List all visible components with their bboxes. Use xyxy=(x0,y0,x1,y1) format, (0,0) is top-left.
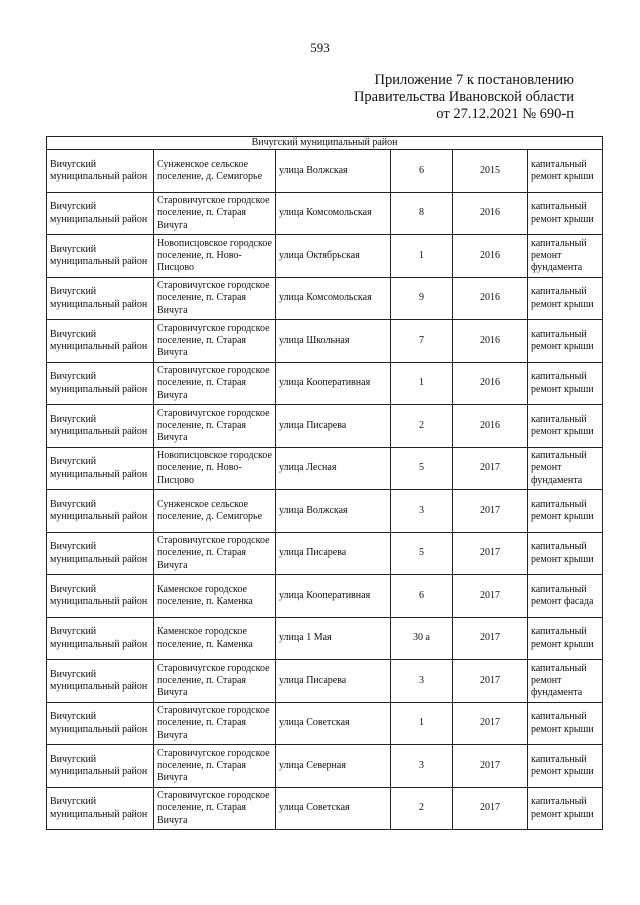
district-cell: Вичугский муниципальный район xyxy=(47,787,154,830)
house-number-cell: 6 xyxy=(391,575,453,618)
district-cell: Вичугский муниципальный район xyxy=(47,320,154,363)
district-cell: Вичугский муниципальный район xyxy=(47,362,154,405)
settlement-cell: Новописцовское городское поселение, п. Ново-Писцово xyxy=(154,447,276,490)
settlement-cell: Старовичугское городское поселение, п. Старая Вичуга xyxy=(154,320,276,363)
year-cell: 2016 xyxy=(453,405,528,448)
table-row xyxy=(47,490,603,533)
table-row xyxy=(47,150,603,193)
year-cell: 2017 xyxy=(453,702,528,745)
table-row xyxy=(47,405,603,448)
table-row xyxy=(47,787,603,830)
region-header-row xyxy=(47,137,603,150)
work-type-cell: капитальный ремонт крыши xyxy=(528,405,603,448)
house-number-cell: 2 xyxy=(391,405,453,448)
house-number-cell: 1 xyxy=(391,362,453,405)
settlement-cell: Старовичугское городское поселение, п. Старая Вичуга xyxy=(154,277,276,320)
street-cell: улица Писарева xyxy=(276,660,391,703)
work-type-cell: капитальный ремонт крыши xyxy=(528,192,603,235)
year-cell: 2016 xyxy=(453,320,528,363)
work-type-cell: капитальный ремонт фундамента xyxy=(528,235,603,278)
settlement-cell: Сунженское сельское поселение, д. Семигорье xyxy=(154,490,276,533)
settlement-cell: Старовичугское городское поселение, п. Старая Вичуга xyxy=(154,192,276,235)
year-cell: 2016 xyxy=(453,235,528,278)
house-number-cell: 1 xyxy=(391,702,453,745)
table-row xyxy=(47,532,603,575)
street-cell: улица Октябрьская xyxy=(276,235,391,278)
settlement-cell: Старовичугское городское поселение, п. Старая Вичуга xyxy=(154,787,276,830)
district-cell: Вичугский муниципальный район xyxy=(47,192,154,235)
work-type-cell: капитальный ремонт крыши xyxy=(528,320,603,363)
table-row xyxy=(47,660,603,703)
street-cell: улица Северная xyxy=(276,745,391,788)
appendix-line-1: Приложение 7 к постановлению xyxy=(374,72,574,88)
year-cell: 2017 xyxy=(453,490,528,533)
street-cell: улица 1 Мая xyxy=(276,617,391,660)
settlement-cell: Старовичугское городское поселение, п. Старая Вичуга xyxy=(154,745,276,788)
settlement-cell: Старовичугское городское поселение, п. Старая Вичуга xyxy=(154,362,276,405)
year-cell: 2016 xyxy=(453,362,528,405)
street-cell: улица Писарева xyxy=(276,405,391,448)
year-cell: 2017 xyxy=(453,617,528,660)
year-cell: 2015 xyxy=(453,150,528,193)
district-cell: Вичугский муниципальный район xyxy=(47,277,154,320)
house-number-cell: 5 xyxy=(391,447,453,490)
district-cell: Вичугский муниципальный район xyxy=(47,405,154,448)
table-row xyxy=(47,235,603,278)
region-header: Вичугский муниципальный район xyxy=(47,137,603,150)
year-cell: 2017 xyxy=(453,745,528,788)
street-cell: улица Волжская xyxy=(276,150,391,193)
settlement-cell: Старовичугское городское поселение, п. Старая Вичуга xyxy=(154,532,276,575)
work-type-cell: капитальный ремонт крыши xyxy=(528,787,603,830)
work-type-cell: капитальный ремонт крыши xyxy=(528,362,603,405)
work-type-cell: капитальный ремонт фундамента xyxy=(528,660,603,703)
district-cell: Вичугский муниципальный район xyxy=(47,235,154,278)
street-cell: улица Лесная xyxy=(276,447,391,490)
house-number-cell: 6 xyxy=(391,150,453,193)
district-cell: Вичугский муниципальный район xyxy=(47,745,154,788)
table-row xyxy=(47,192,603,235)
table-row xyxy=(47,320,603,363)
street-cell: улица Школьная xyxy=(276,320,391,363)
table-row xyxy=(47,575,603,618)
table-row xyxy=(47,447,603,490)
district-cell: Вичугский муниципальный район xyxy=(47,532,154,575)
table-row xyxy=(47,362,603,405)
house-number-cell: 8 xyxy=(391,192,453,235)
work-type-cell: капитальный ремонт крыши xyxy=(528,617,603,660)
district-cell: Вичугский муниципальный район xyxy=(47,490,154,533)
year-cell: 2016 xyxy=(453,277,528,320)
work-type-cell: капитальный ремонт крыши xyxy=(528,702,603,745)
street-cell: улица Кооперативная xyxy=(276,575,391,618)
work-type-cell: капитальный ремонт крыши xyxy=(528,277,603,320)
settlement-cell: Старовичугское городское поселение, п. Старая Вичуга xyxy=(154,405,276,448)
year-cell: 2017 xyxy=(453,532,528,575)
house-number-cell: 5 xyxy=(391,532,453,575)
table-row xyxy=(47,702,603,745)
work-type-cell: капитальный ремонт крыши xyxy=(528,490,603,533)
house-number-cell: 30 а xyxy=(391,617,453,660)
district-cell: Вичугский муниципальный район xyxy=(47,447,154,490)
district-cell: Вичугский муниципальный район xyxy=(47,150,154,193)
district-cell: Вичугский муниципальный район xyxy=(47,660,154,703)
street-cell: улица Волжская xyxy=(276,490,391,533)
year-cell: 2017 xyxy=(453,447,528,490)
street-cell: улица Советская xyxy=(276,787,391,830)
settlement-cell: Каменское городское поселение, п. Каменка xyxy=(154,617,276,660)
appendix-line-3: от 27.12.2021 № 690-п xyxy=(436,106,574,122)
house-number-cell: 3 xyxy=(391,660,453,703)
house-number-cell: 7 xyxy=(391,320,453,363)
house-number-cell: 1 xyxy=(391,235,453,278)
appendix-header xyxy=(354,72,574,123)
year-cell: 2017 xyxy=(453,575,528,618)
year-cell: 2016 xyxy=(453,192,528,235)
settlement-cell: Каменское городское поселение, п. Каменка xyxy=(154,575,276,618)
street-cell: улица Комсомольская xyxy=(276,277,391,320)
work-type-cell: капитальный ремонт крыши xyxy=(528,532,603,575)
district-cell: Вичугский муниципальный район xyxy=(47,702,154,745)
house-number-cell: 3 xyxy=(391,490,453,533)
year-cell: 2017 xyxy=(453,787,528,830)
district-cell: Вичугский муниципальный район xyxy=(47,617,154,660)
work-type-cell: капитальный ремонт фундамента xyxy=(528,447,603,490)
settlement-cell: Новописцовское городское поселение, п. Ново-Писцово xyxy=(154,235,276,278)
work-type-cell: капитальный ремонт крыши xyxy=(528,745,603,788)
house-number-cell: 2 xyxy=(391,787,453,830)
street-cell: улица Комсомольская xyxy=(276,192,391,235)
table-row xyxy=(47,617,603,660)
settlement-cell: Старовичугское городское поселение, п. Старая Вичуга xyxy=(154,702,276,745)
street-cell: улица Кооперативная xyxy=(276,362,391,405)
table-row xyxy=(47,277,603,320)
page-number: 593 xyxy=(310,40,330,55)
work-type-cell: капитальный ремонт фасада xyxy=(528,575,603,618)
settlement-cell: Старовичугское городское поселение, п. Старая Вичуга xyxy=(154,660,276,703)
appendix-line-2: Правительства Ивановской области xyxy=(353,89,574,105)
street-cell: улица Советская xyxy=(276,702,391,745)
street-cell: улица Писарева xyxy=(276,532,391,575)
table-row xyxy=(47,745,603,788)
house-number-cell: 9 xyxy=(391,277,453,320)
housing-repair-table xyxy=(46,136,603,830)
district-cell: Вичугский муниципальный район xyxy=(47,575,154,618)
settlement-cell: Сунженское сельское поселение, д. Семигорье xyxy=(154,150,276,193)
work-type-cell: капитальный ремонт крыши xyxy=(528,150,603,193)
year-cell: 2017 xyxy=(453,660,528,703)
house-number-cell: 3 xyxy=(391,745,453,788)
